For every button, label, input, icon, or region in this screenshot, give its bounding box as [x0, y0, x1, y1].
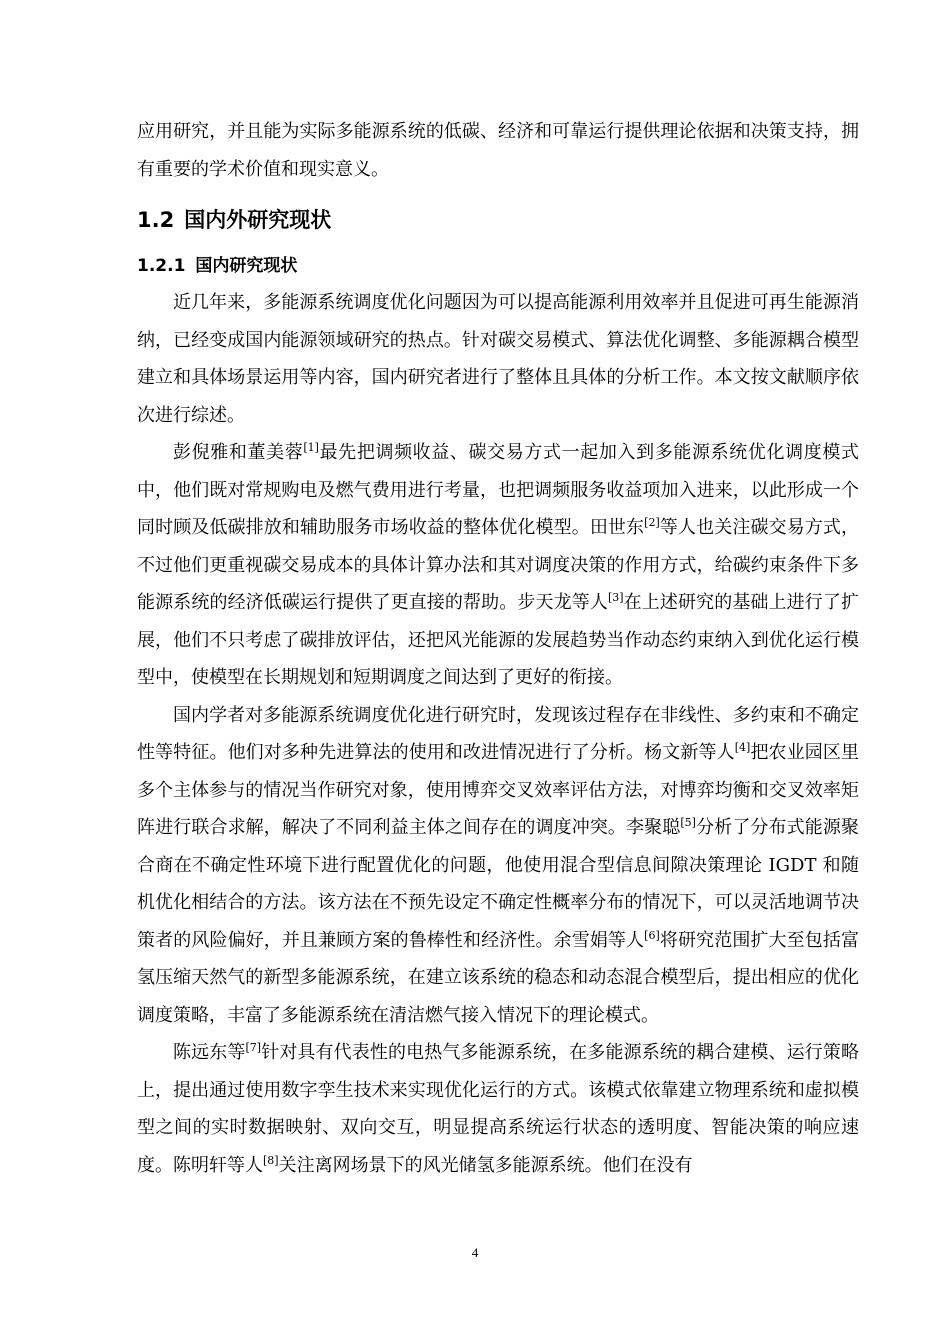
paragraph-2-text: 在上述研究的基础上进行了扩展，他们不只考虑了碳排放评估，还把风光能源的发展趋势当作动态约束纳入到优化运行模型中，使模型在长期规划和短期调度之间达到了更好的衔接。: [137, 592, 859, 688]
citation-ref[interactable]: [1]: [303, 441, 319, 454]
paragraph-3-text: 将研究范围扩大至包括富氢压缩天然气的新型多能源系统，在建立该系统的稳态和动态混合模型后，提出相应的优化调度策略，丰富了多能源系统在清洁燃气接入情况下的理论模式。: [137, 929, 860, 1026]
subsection-title: 国内研究现状: [195, 256, 298, 276]
citation-ref[interactable]: [4]: [734, 741, 751, 754]
paragraph-1: 近几年来，多能源系统调度优化问题因为可以提高能源利用效率并且促进可再生能源消纳，已经变成国内能源领域研究的热点。针对碳交易模式、算法优化调整、多能源耦合模型建立和具体场景运用等内容，国内研究者进行了整体且具体的分析工作。本文按文献顺序依次进行综述。: [137, 292, 859, 426]
citation-ref[interactable]: [3]: [607, 591, 624, 604]
section-heading: [137, 198, 859, 242]
paragraph-3-text: 分析了分布式能源聚合商在不确定性环境下进行配置优化的问题，他使用混合型信息间隙决策理论 IGDT 和随机优化相结合的方法。该方法在不预先设定不确定性概率分布的情况下，可以灵活地调节决策者的风险偏好，并且兼顾方案的鲁棒性和经济性。余雪娟等人: [137, 817, 860, 951]
section-title: 国内外研究现状: [184, 208, 332, 232]
paragraph-4-text: 针对具有代表性的电热气多能源系统，在多能源系统的耦合建模、运行策略上，提出通过使用数字孪生技术来实现优化运行的方式。该模式依靠建立物理系统和虚拟模型之间的实时数据映射、双向交互，明显提高系统运行状态的透明度、智能决策的响应速度。陈明轩等人: [137, 1042, 860, 1176]
intro-paragraph-tail: 应用研究，并且能为实际多能源系统的低碳、经济和可靠运行提供理论依据和决策支持，拥有重要的学术价值和现实意义。: [137, 121, 859, 180]
citation-ref[interactable]: [2]: [644, 516, 660, 529]
paragraph-3-text: 把农业园区里多个主体参与的情况当作研究对象，使用博弈交叉效率评估方法，对博弈均衡和交叉效率矩阵进行联合求解，解决了不同利益主体之间存在的调度冲突。李聚聪: [137, 742, 860, 838]
page-body: [137, 113, 859, 1184]
paragraph-3-text: 国内学者对多能源系统调度优化进行研究时，发现该过程存在非线性、多约束和不确定性等特征。他们对多种先进算法的使用和改进情况进行了分析。杨文新等人: [137, 704, 859, 763]
paragraph-2-text: 最先把调频收益、碳交易方式一起加入到多能源系统优化调度模式中，他们既对常规购电及燃气费用进行考量，也把调频服务收益项加入进来，以此形成一个同时顾及低碳排放和辅助服务市场收益的整体优化模型。田世东: [137, 442, 859, 538]
section-number: 1.2: [137, 208, 175, 232]
citation-ref[interactable]: [8]: [263, 1153, 279, 1167]
paragraph-4-text: 关注离网场景下的风光储氢多能源系统。他们在没有: [278, 1154, 693, 1176]
citation-ref[interactable]: [7]: [245, 1041, 262, 1054]
citation-ref[interactable]: [6]: [644, 928, 660, 942]
citation-ref[interactable]: [5]: [680, 816, 696, 829]
paragraph-2: [137, 434, 859, 697]
paragraph-3: [137, 697, 859, 1035]
subsection-heading: [137, 248, 859, 284]
paragraph-2-text: 彭倪雅和董美蓉: [173, 442, 304, 463]
paragraph-4-text: 陈远东等: [173, 1042, 246, 1063]
subsection-number: 1.2.1: [137, 256, 186, 276]
paragraph-2-text: 等人也关注碳交易方式，不过他们更重视碳交易成本的具体计算办法和其对调度决策的作用方式，给碳约束条件下多能源系统的经济低碳运行提供了更直接的帮助。步天龙等人: [137, 517, 860, 613]
page-number: 4: [471, 1245, 479, 1260]
paragraph-4: [137, 1034, 859, 1184]
